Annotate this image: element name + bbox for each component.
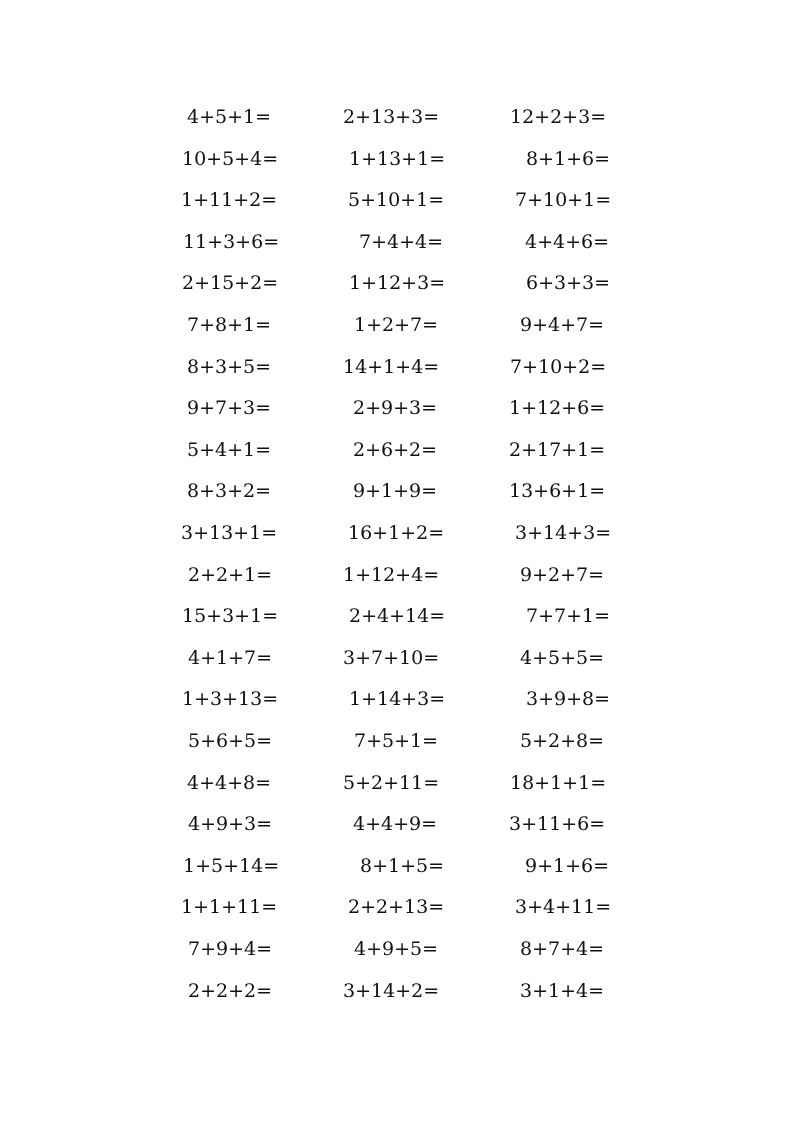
addition-problem: 8+3+2= [187, 480, 272, 502]
addition-problem: 9+1+6= [525, 855, 610, 877]
addition-problem: 1+13+1= [349, 148, 446, 170]
addition-problem: 3+14+2= [343, 980, 440, 1002]
addition-problem: 8+3+5= [187, 356, 272, 378]
addition-problem: 3+13+1= [181, 522, 278, 544]
addition-problem: 1+3+13= [182, 688, 279, 710]
addition-problem: 7+9+4= [188, 938, 273, 960]
addition-problem: 1+5+14= [183, 855, 280, 877]
addition-problem: 3+14+3= [515, 522, 612, 544]
addition-problem: 4+4+6= [525, 231, 610, 253]
addition-problem: 8+1+6= [526, 148, 611, 170]
addition-problem: 2+2+1= [188, 564, 273, 586]
addition-problem: 8+7+4= [520, 938, 605, 960]
addition-problem: 2+4+14= [349, 605, 446, 627]
addition-problem: 8+1+5= [360, 855, 445, 877]
addition-problem: 5+10+1= [348, 189, 445, 211]
addition-problem: 7+8+1= [187, 314, 272, 336]
addition-problem: 13+6+1= [509, 480, 606, 502]
addition-problem: 9+2+7= [520, 564, 605, 586]
addition-problem: 9+4+7= [520, 314, 605, 336]
addition-problem: 4+9+3= [188, 813, 273, 835]
addition-problem: 1+2+7= [354, 314, 439, 336]
addition-problem: 11+3+6= [183, 231, 280, 253]
addition-problem: 3+4+11= [515, 896, 612, 918]
addition-problem: 3+11+6= [509, 813, 606, 835]
addition-problem: 1+11+2= [181, 189, 278, 211]
addition-problem: 6+3+3= [526, 272, 611, 294]
addition-problem: 2+9+3= [353, 397, 438, 419]
addition-problem: 18+1+1= [510, 772, 607, 794]
addition-problem: 7+5+1= [354, 730, 439, 752]
addition-problem: 1+12+4= [343, 564, 440, 586]
addition-problem: 4+5+1= [187, 106, 272, 128]
addition-problem: 7+4+4= [359, 231, 444, 253]
addition-problem: 7+10+2= [510, 356, 607, 378]
addition-problem: 3+1+4= [520, 980, 605, 1002]
addition-problem: 4+4+9= [353, 813, 438, 835]
addition-problem: 1+14+3= [349, 688, 446, 710]
addition-problem: 7+7+1= [526, 605, 611, 627]
addition-problem: 5+6+5= [188, 730, 273, 752]
addition-problem: 14+1+4= [343, 356, 440, 378]
addition-problem: 4+5+5= [520, 647, 605, 669]
addition-problem: 5+2+8= [520, 730, 605, 752]
addition-problem: 4+1+7= [188, 647, 273, 669]
addition-problem: 2+13+3= [343, 106, 440, 128]
addition-problem: 7+10+1= [515, 189, 612, 211]
addition-problem: 2+2+13= [348, 896, 445, 918]
addition-problem: 3+7+10= [343, 647, 440, 669]
addition-problem: 2+2+2= [188, 980, 273, 1002]
addition-problem: 5+2+11= [343, 772, 440, 794]
addition-problem: 10+5+4= [182, 148, 279, 170]
addition-problem: 12+2+3= [510, 106, 607, 128]
addition-problem: 1+12+3= [349, 272, 446, 294]
addition-problem: 9+1+9= [353, 480, 438, 502]
addition-problem: 1+12+6= [509, 397, 606, 419]
addition-problem: 9+7+3= [187, 397, 272, 419]
addition-problem: 15+3+1= [182, 605, 279, 627]
addition-problem: 3+9+8= [526, 688, 611, 710]
addition-problem: 4+9+5= [354, 938, 439, 960]
addition-problem: 1+1+11= [181, 896, 278, 918]
addition-problem: 4+4+8= [187, 772, 272, 794]
addition-problem: 16+1+2= [348, 522, 445, 544]
addition-problem: 2+17+1= [509, 439, 606, 461]
addition-problem: 2+6+2= [353, 439, 438, 461]
addition-problem: 5+4+1= [187, 439, 272, 461]
addition-problem: 2+15+2= [182, 272, 279, 294]
